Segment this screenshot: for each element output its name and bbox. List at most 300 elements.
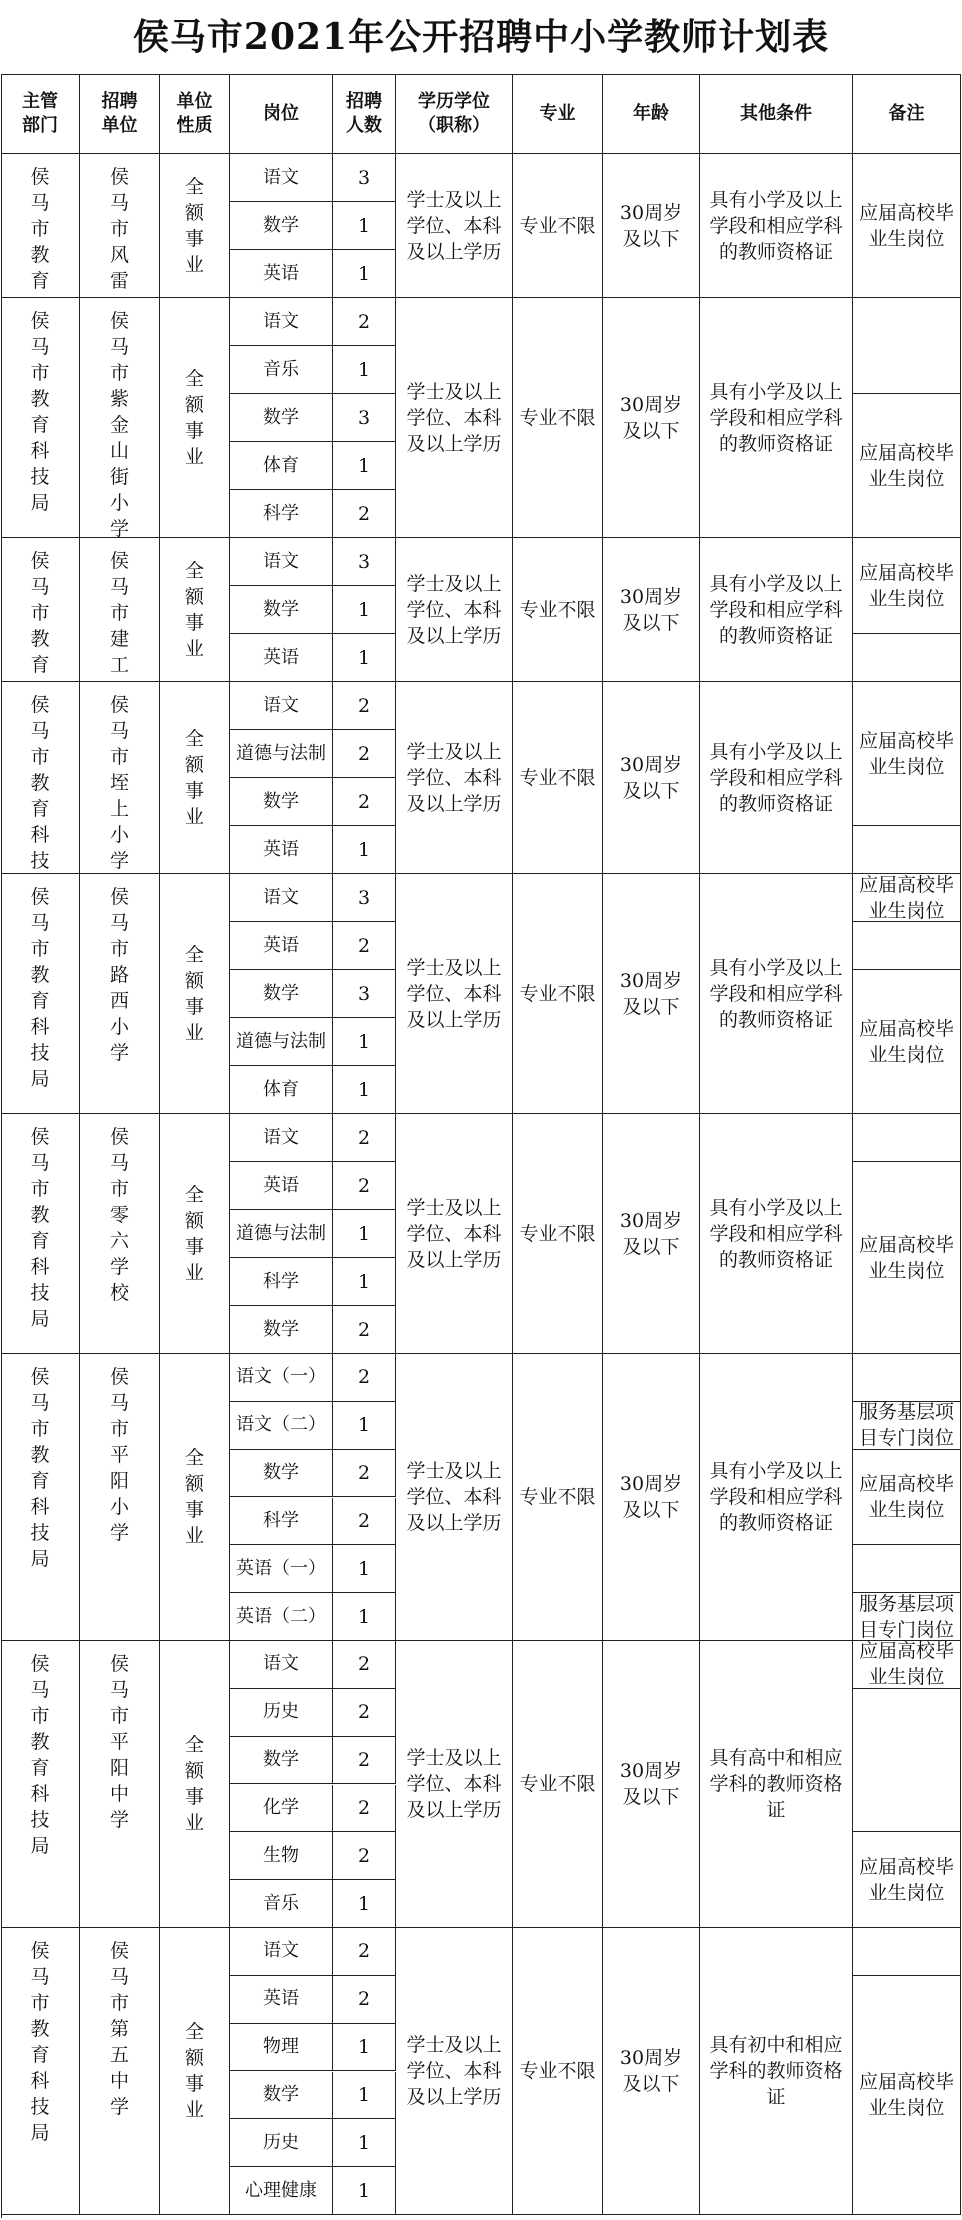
post-cell-text: 生物 bbox=[263, 1844, 299, 1866]
count-cell bbox=[333, 1785, 396, 1833]
note-cell-text: 应届高校毕业生岗位 bbox=[859, 1855, 955, 1904]
nature-cell bbox=[160, 1641, 230, 1928]
other-cell bbox=[700, 538, 853, 682]
count-cell-text: 2 bbox=[357, 1126, 371, 1149]
post-cell-text: 语文 bbox=[263, 886, 299, 908]
count-cell-text: 2 bbox=[357, 1174, 371, 1197]
count-cell bbox=[333, 826, 396, 874]
unit-cell-text: 侯马市零六学校 bbox=[109, 1126, 129, 1304]
post-cell bbox=[230, 1018, 333, 1066]
nature-cell bbox=[160, 682, 230, 874]
post-cell-text: 音乐 bbox=[263, 358, 299, 380]
post-cell-text: 语文 bbox=[263, 166, 299, 188]
age-cell-text: 30周岁及以下 bbox=[619, 393, 683, 442]
dept-cell-text: 侯马市教育科技 bbox=[30, 694, 50, 872]
post-cell bbox=[230, 490, 333, 538]
post-cell bbox=[230, 826, 333, 874]
post-cell bbox=[230, 586, 333, 634]
post-cell bbox=[230, 634, 333, 682]
post-cell bbox=[230, 1306, 333, 1354]
count-cell-text: 1 bbox=[357, 1892, 371, 1915]
major-cell bbox=[513, 298, 603, 538]
count-cell bbox=[333, 1162, 396, 1210]
count-cell-text: 3 bbox=[357, 166, 371, 189]
post-cell-text: 数学 bbox=[263, 598, 299, 620]
post-cell-text: 语文 bbox=[263, 1126, 299, 1148]
note-cell bbox=[853, 970, 961, 1114]
count-cell-text: 1 bbox=[357, 1605, 371, 1628]
other-cell-text: 具有初中和相应学科的教师资格证 bbox=[709, 2034, 843, 2108]
education-cell-text: 学士及以上学位、本科及以上学历 bbox=[406, 572, 502, 647]
post-cell-text: 英语 bbox=[263, 934, 299, 956]
note-cell bbox=[853, 1593, 961, 1641]
unit-cell-text: 侯马市垤上小学 bbox=[109, 694, 129, 872]
note-cell-text: 应届高校毕业生岗位 bbox=[859, 1472, 955, 1521]
note-cell-text: 应届高校毕业生岗位 bbox=[859, 201, 955, 250]
count-cell bbox=[333, 538, 396, 586]
note-cell bbox=[853, 682, 961, 826]
dept-cell bbox=[1, 1641, 80, 1928]
count-cell-text: 2 bbox=[357, 1509, 371, 1532]
count-cell bbox=[333, 202, 396, 250]
post-cell-text: 科学 bbox=[263, 1270, 299, 1292]
education-cell bbox=[396, 1114, 513, 1354]
unit-cell bbox=[80, 1354, 160, 1641]
post-cell bbox=[230, 1498, 333, 1546]
count-cell bbox=[333, 346, 396, 394]
count-cell-text: 1 bbox=[357, 2083, 371, 2106]
count-cell-text: 2 bbox=[357, 1940, 371, 1963]
note-cell bbox=[853, 394, 961, 538]
nature-cell-text: 全额事业 bbox=[184, 943, 204, 1044]
note-cell-text: 应届高校毕业生岗位 bbox=[859, 874, 955, 922]
nature-cell-text: 全额事业 bbox=[184, 1183, 204, 1284]
other-cell-text: 具有小学及以上学段和相应学科的教师资格证 bbox=[709, 1460, 843, 1534]
post-cell-text: 体育 bbox=[263, 454, 299, 476]
count-cell-text: 1 bbox=[357, 838, 371, 861]
count-cell-text: 1 bbox=[357, 646, 371, 669]
other-cell-text: 具有小学及以上学段和相应学科的教师资格证 bbox=[709, 956, 843, 1031]
age-cell bbox=[603, 538, 700, 682]
dept-cell-text: 侯马市教育科技局 bbox=[30, 886, 50, 1090]
nature-cell bbox=[160, 538, 230, 682]
age-cell-text: 30周岁及以下 bbox=[619, 969, 683, 1018]
post-cell-text: 英语 bbox=[263, 1174, 299, 1196]
post-cell-text: 科学 bbox=[263, 1509, 299, 1531]
count-cell-text: 1 bbox=[357, 2131, 371, 2154]
unit-cell-text: 侯马市建工 bbox=[109, 550, 129, 676]
count-cell bbox=[333, 682, 396, 730]
education-cell-text: 学士及以上学位、本科及以上学历 bbox=[406, 380, 502, 455]
count-cell-text: 2 bbox=[357, 310, 371, 333]
age-cell bbox=[603, 1928, 700, 2215]
dept-cell bbox=[1, 1354, 80, 1641]
post-cell bbox=[230, 2119, 333, 2167]
post-cell bbox=[230, 442, 333, 490]
dept-cell bbox=[1, 538, 80, 682]
nature-cell bbox=[160, 1354, 230, 1641]
other-cell-text: 具有小学及以上学段和相应学科的教师资格证 bbox=[709, 1196, 843, 1271]
major-cell bbox=[513, 1928, 603, 2215]
count-cell-text: 2 bbox=[357, 1653, 371, 1676]
note-cell-text: 应届高校毕业生岗位 bbox=[859, 729, 955, 778]
note-cell bbox=[853, 874, 961, 922]
major-cell-text: 专业不限 bbox=[519, 766, 596, 789]
header-edu-text: 学历学位（职称） bbox=[418, 90, 490, 136]
count-cell bbox=[333, 586, 396, 634]
unit-cell bbox=[80, 682, 160, 874]
count-cell-text: 2 bbox=[357, 1844, 371, 1867]
count-cell bbox=[333, 922, 396, 970]
count-cell-text: 2 bbox=[357, 1318, 371, 1341]
header-dept bbox=[1, 74, 80, 154]
post-cell-text: 语文 bbox=[263, 694, 299, 716]
age-cell bbox=[603, 682, 700, 874]
count-cell bbox=[333, 1114, 396, 1162]
major-cell bbox=[513, 1641, 603, 1928]
post-cell bbox=[230, 1976, 333, 2024]
other-cell bbox=[700, 154, 853, 298]
note-cell-text: 应届高校毕业生岗位 bbox=[859, 441, 955, 490]
count-cell bbox=[333, 1066, 396, 1114]
post-cell-text: 化学 bbox=[263, 1796, 299, 1818]
major-cell bbox=[513, 538, 603, 682]
count-cell bbox=[333, 730, 396, 778]
dept-cell-text: 侯马市教育科技局 bbox=[30, 1653, 50, 1857]
dept-cell-text: 侯马市教育 bbox=[30, 166, 50, 292]
page-title: 侯马市2021年公开招聘中小学教师计划表 bbox=[132, 16, 830, 58]
post-cell-text: 道德与法制 bbox=[236, 1222, 326, 1244]
unit-cell bbox=[80, 1114, 160, 1354]
age-cell-text: 30周岁及以下 bbox=[619, 201, 683, 250]
count-cell-text: 1 bbox=[357, 598, 371, 621]
education-cell-text: 学士及以上学位、本科及以上学历 bbox=[406, 740, 502, 815]
post-cell bbox=[230, 202, 333, 250]
count-cell-text: 1 bbox=[357, 1222, 371, 1245]
post-cell-text: 物理 bbox=[263, 2036, 299, 2058]
post-cell bbox=[230, 922, 333, 970]
nature-cell-text: 全额事业 bbox=[184, 559, 204, 660]
note-cell-text: 应届高校毕业生岗位 bbox=[859, 2070, 955, 2119]
major-cell-text: 专业不限 bbox=[519, 1773, 596, 1795]
post-cell bbox=[230, 1785, 333, 1833]
nature-cell-text: 全额事业 bbox=[184, 175, 204, 276]
major-cell-text: 专业不限 bbox=[519, 2060, 596, 2082]
dept-cell bbox=[1, 874, 80, 1114]
count-cell-text: 1 bbox=[357, 1414, 371, 1437]
age-cell-text: 30周岁及以下 bbox=[619, 1760, 683, 1808]
header-post bbox=[230, 74, 333, 154]
count-cell bbox=[333, 874, 396, 922]
post-cell-text: 英语 bbox=[263, 262, 299, 284]
post-cell-text: 语文 bbox=[263, 550, 299, 572]
note-cell-text: 服务基层项目专门岗位 bbox=[859, 1593, 955, 1641]
major-cell-text: 专业不限 bbox=[519, 406, 596, 429]
post-cell-text: 英语 bbox=[263, 646, 299, 668]
note-cell bbox=[853, 1976, 961, 2215]
note-cell bbox=[853, 154, 961, 298]
nature-cell-text: 全额事业 bbox=[184, 1734, 204, 1834]
count-cell bbox=[333, 1498, 396, 1546]
count-cell bbox=[333, 394, 396, 442]
other-cell-text: 具有高中和相应学科的教师资格证 bbox=[709, 1747, 843, 1821]
count-cell bbox=[333, 1210, 396, 1258]
post-cell bbox=[230, 970, 333, 1018]
unit-cell bbox=[80, 1641, 160, 1928]
count-cell bbox=[333, 1976, 396, 2024]
major-cell bbox=[513, 1354, 603, 1641]
header-unit bbox=[80, 74, 160, 154]
note-cell bbox=[853, 1641, 961, 1689]
count-cell-text: 2 bbox=[357, 502, 371, 525]
count-cell bbox=[333, 1832, 396, 1880]
count-cell bbox=[333, 1306, 396, 1354]
note-cell bbox=[853, 1832, 961, 1928]
count-cell-text: 1 bbox=[357, 214, 371, 237]
header-major bbox=[513, 74, 603, 154]
post-cell-text: 英语 bbox=[263, 838, 299, 860]
post-cell bbox=[230, 1162, 333, 1210]
note-cell bbox=[853, 922, 961, 970]
post-cell-text: 道德与法制 bbox=[236, 742, 326, 764]
nature-cell bbox=[160, 874, 230, 1114]
dept-cell-text: 侯马市教育 bbox=[30, 550, 50, 676]
other-cell bbox=[700, 874, 853, 1114]
post-cell bbox=[230, 1545, 333, 1593]
post-cell bbox=[230, 1450, 333, 1498]
post-cell bbox=[230, 2167, 333, 2215]
unit-cell bbox=[80, 154, 160, 298]
other-cell-text: 具有小学及以上学段和相应学科的教师资格证 bbox=[709, 188, 843, 263]
dept-cell-text: 侯马市教育科技局 bbox=[30, 310, 50, 514]
post-cell-text: 数学 bbox=[263, 790, 299, 812]
count-cell-text: 1 bbox=[357, 1078, 371, 1101]
count-cell bbox=[333, 250, 396, 298]
header-other bbox=[700, 74, 853, 154]
nature-cell-text: 全额事业 bbox=[184, 2021, 204, 2121]
count-cell bbox=[333, 1737, 396, 1785]
other-cell bbox=[700, 1928, 853, 2215]
post-cell-text: 英语（二） bbox=[236, 1605, 326, 1627]
nature-cell bbox=[160, 154, 230, 298]
education-cell bbox=[396, 874, 513, 1114]
post-cell-text: 语文（二） bbox=[236, 1414, 326, 1436]
count-cell bbox=[333, 490, 396, 538]
education-cell-text: 学士及以上学位、本科及以上学历 bbox=[406, 1747, 502, 1821]
count-cell-text: 1 bbox=[357, 1030, 371, 1053]
count-cell bbox=[333, 1018, 396, 1066]
post-cell bbox=[230, 1066, 333, 1114]
post-cell bbox=[230, 2024, 333, 2072]
unit-cell-text: 侯马市平阳中学 bbox=[109, 1653, 129, 1831]
post-cell bbox=[230, 394, 333, 442]
age-cell bbox=[603, 298, 700, 538]
note-cell bbox=[853, 1402, 961, 1450]
count-cell bbox=[333, 2072, 396, 2120]
post-cell bbox=[230, 1258, 333, 1306]
header-note bbox=[853, 74, 961, 154]
other-cell bbox=[700, 1354, 853, 1641]
post-cell bbox=[230, 2072, 333, 2120]
post-cell-text: 数学 bbox=[263, 214, 299, 236]
major-cell-text: 专业不限 bbox=[519, 598, 596, 621]
major-cell bbox=[513, 874, 603, 1114]
unit-cell bbox=[80, 1928, 160, 2215]
major-cell-text: 专业不限 bbox=[519, 214, 596, 237]
nature-cell bbox=[160, 1114, 230, 1354]
education-cell bbox=[396, 1641, 513, 1928]
post-cell bbox=[230, 682, 333, 730]
major-cell bbox=[513, 682, 603, 874]
header-other-text: 其他条件 bbox=[740, 102, 812, 124]
post-cell-text: 心理健康 bbox=[245, 2179, 317, 2201]
count-cell bbox=[333, 1928, 396, 1976]
count-cell-text: 1 bbox=[357, 2179, 371, 2202]
other-cell-text: 具有小学及以上学段和相应学科的教师资格证 bbox=[709, 380, 843, 455]
education-cell-text: 学士及以上学位、本科及以上学历 bbox=[406, 1460, 502, 1534]
post-cell-text: 体育 bbox=[263, 1078, 299, 1100]
dept-cell-text: 侯马市教育科技局 bbox=[30, 1126, 50, 1330]
header-nature-text: 单位性质 bbox=[176, 90, 213, 136]
header-num-text: 招聘人数 bbox=[346, 90, 382, 136]
unit-cell-text: 侯马市第五中学 bbox=[109, 1940, 129, 2118]
count-cell-text: 1 bbox=[357, 2036, 371, 2059]
age-cell-text: 30周岁及以下 bbox=[619, 753, 683, 802]
post-cell-text: 历史 bbox=[263, 1701, 299, 1723]
unit-cell-text: 侯马市路西小学 bbox=[109, 886, 129, 1064]
education-cell bbox=[396, 682, 513, 874]
post-cell bbox=[230, 1641, 333, 1689]
age-cell bbox=[603, 874, 700, 1114]
post-cell bbox=[230, 154, 333, 202]
count-cell bbox=[333, 970, 396, 1018]
unit-cell-text: 侯马市平阳小学 bbox=[109, 1366, 129, 1544]
post-cell-text: 科学 bbox=[263, 502, 299, 524]
education-cell-text: 学士及以上学位、本科及以上学历 bbox=[406, 188, 502, 263]
post-cell-text: 语文 bbox=[263, 310, 299, 332]
post-cell bbox=[230, 1354, 333, 1402]
post-cell bbox=[230, 1402, 333, 1450]
header-note-text: 备注 bbox=[888, 102, 925, 124]
header-nature bbox=[160, 74, 230, 154]
post-cell-text: 数学 bbox=[263, 982, 299, 1004]
dept-cell bbox=[1, 1114, 80, 1354]
major-cell bbox=[513, 154, 603, 298]
age-cell-text: 30周岁及以下 bbox=[619, 585, 683, 634]
count-cell bbox=[333, 634, 396, 682]
nature-cell bbox=[160, 298, 230, 538]
count-cell bbox=[333, 1402, 396, 1450]
dept-cell bbox=[1, 298, 80, 538]
post-cell-text: 数学 bbox=[263, 1318, 299, 1340]
note-cell-text: 应届高校毕业生岗位 bbox=[859, 1017, 955, 1066]
other-cell bbox=[700, 1114, 853, 1354]
count-cell-text: 3 bbox=[357, 550, 371, 573]
count-cell-text: 1 bbox=[357, 262, 371, 285]
header-post-text: 岗位 bbox=[263, 102, 299, 124]
count-cell bbox=[333, 442, 396, 490]
count-cell-text: 2 bbox=[357, 1988, 371, 2011]
count-cell bbox=[333, 1450, 396, 1498]
age-cell bbox=[603, 1114, 700, 1354]
count-cell bbox=[333, 1880, 396, 1928]
unit-cell bbox=[80, 538, 160, 682]
note-cell bbox=[853, 1354, 961, 1402]
count-cell-text: 2 bbox=[357, 934, 371, 957]
unit-cell bbox=[80, 874, 160, 1114]
education-cell-text: 学士及以上学位、本科及以上学历 bbox=[406, 956, 502, 1031]
header-edu bbox=[396, 74, 513, 154]
age-cell bbox=[603, 1354, 700, 1641]
dept-cell-text: 侯马市教育科技局 bbox=[30, 1940, 50, 2144]
count-cell bbox=[333, 2024, 396, 2072]
header-unit-text: 招聘单位 bbox=[101, 90, 138, 136]
count-cell-text: 2 bbox=[357, 1796, 371, 1819]
education-cell bbox=[396, 1354, 513, 1641]
count-cell bbox=[333, 1641, 396, 1689]
nature-cell-text: 全额事业 bbox=[184, 727, 204, 828]
count-cell-text: 1 bbox=[357, 1270, 371, 1293]
count-cell bbox=[333, 1354, 396, 1402]
count-cell-text: 3 bbox=[357, 406, 371, 429]
count-cell bbox=[333, 298, 396, 346]
post-cell-text: 数学 bbox=[263, 406, 299, 428]
dept-cell-text: 侯马市教育科技局 bbox=[30, 1366, 50, 1570]
count-cell-text: 3 bbox=[357, 886, 371, 909]
education-cell bbox=[396, 538, 513, 682]
post-cell-text: 数学 bbox=[263, 2083, 299, 2105]
count-cell bbox=[333, 1545, 396, 1593]
header-age bbox=[603, 74, 700, 154]
count-cell bbox=[333, 2167, 396, 2215]
education-cell-text: 学士及以上学位、本科及以上学历 bbox=[406, 2034, 502, 2108]
header-age-text: 年龄 bbox=[633, 102, 669, 124]
header-num bbox=[333, 74, 396, 154]
note-cell bbox=[853, 1114, 961, 1162]
post-cell-text: 英语 bbox=[263, 1988, 299, 2010]
post-cell bbox=[230, 346, 333, 394]
other-cell-text: 具有小学及以上学段和相应学科的教师资格证 bbox=[709, 740, 843, 815]
post-cell-text: 语文 bbox=[263, 1940, 299, 1962]
age-cell-text: 30周岁及以下 bbox=[619, 2047, 683, 2095]
post-cell-text: 语文（一） bbox=[236, 1366, 326, 1388]
unit-cell bbox=[80, 298, 160, 538]
count-cell bbox=[333, 2119, 396, 2167]
count-cell-text: 1 bbox=[357, 454, 371, 477]
note-cell bbox=[853, 1450, 961, 1546]
age-cell bbox=[603, 1641, 700, 1928]
post-cell bbox=[230, 1689, 333, 1737]
post-cell-text: 道德与法制 bbox=[236, 1030, 326, 1052]
dept-cell bbox=[1, 1928, 80, 2215]
count-cell-text: 2 bbox=[357, 790, 371, 813]
other-cell bbox=[700, 298, 853, 538]
other-cell-text: 具有小学及以上学段和相应学科的教师资格证 bbox=[709, 572, 843, 647]
count-cell-text: 3 bbox=[357, 982, 371, 1005]
post-cell bbox=[230, 874, 333, 922]
nature-cell bbox=[160, 1928, 230, 2215]
post-cell bbox=[230, 298, 333, 346]
count-cell-text: 2 bbox=[357, 1462, 371, 1485]
post-cell bbox=[230, 1210, 333, 1258]
note-cell-text: 应届高校毕业生岗位 bbox=[859, 561, 955, 610]
count-cell bbox=[333, 1258, 396, 1306]
header-major-text: 专业 bbox=[539, 102, 576, 124]
post-cell bbox=[230, 1114, 333, 1162]
note-cell bbox=[853, 826, 961, 874]
post-cell-text: 数学 bbox=[263, 1749, 299, 1771]
note-cell bbox=[853, 1545, 961, 1593]
